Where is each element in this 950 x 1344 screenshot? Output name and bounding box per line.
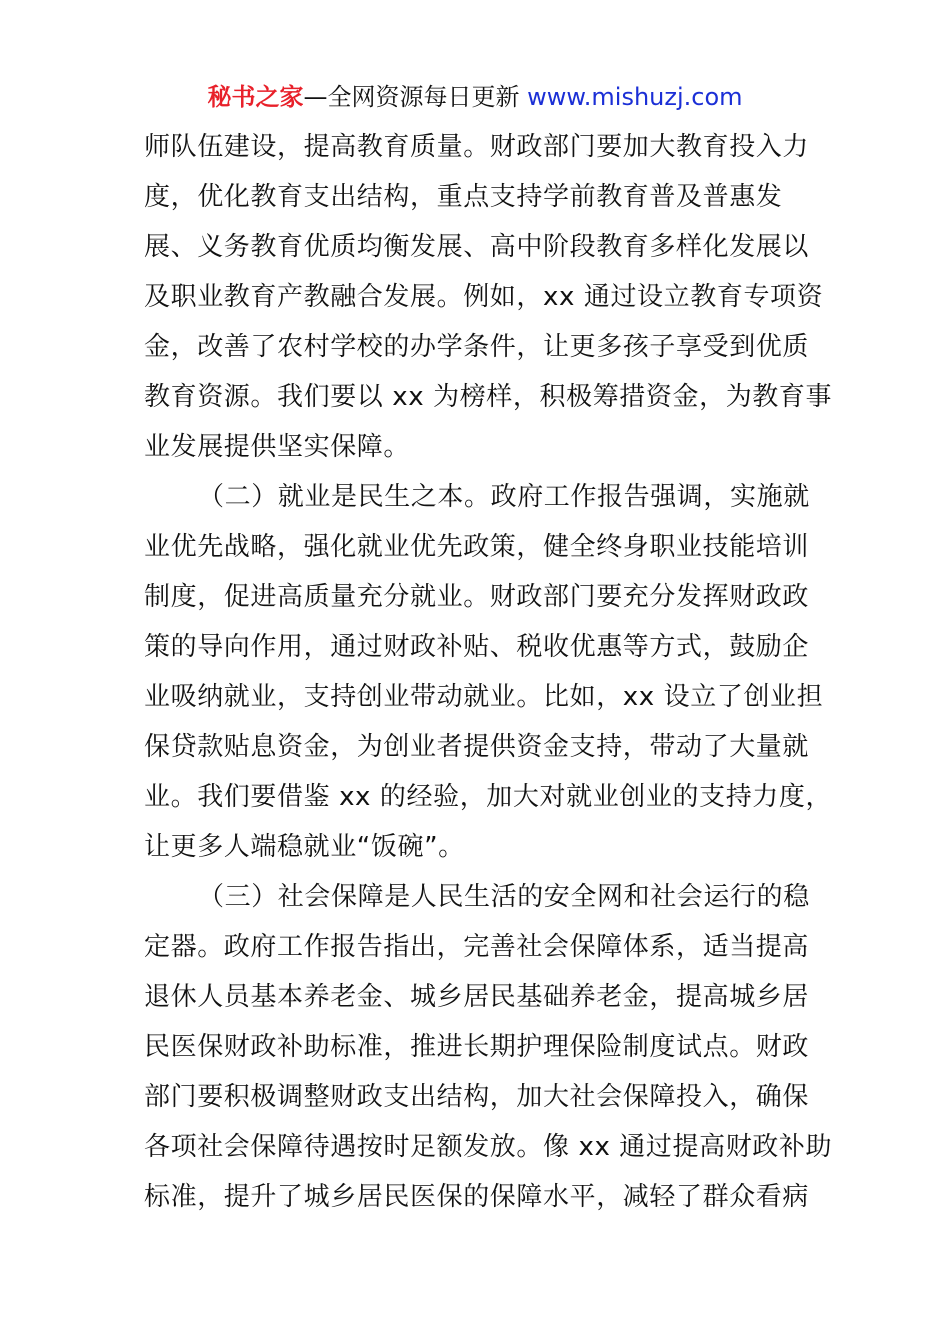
- text-line: 部门要积极调整财政支出结构，加大社会保障投入，确保: [144, 1082, 810, 1112]
- website-link[interactable]: www.mishuzj.com: [527, 83, 743, 111]
- paragraph: [144, 122, 833, 472]
- text-line: 业吸纳就业，支持创业带动就业。比如，xx 设立了创业担: [144, 682, 824, 712]
- document-body: [144, 122, 833, 1222]
- text-line: 定器。政府工作报告指出，完善社会保障体系，适当提高: [144, 932, 810, 962]
- text-line: 业发展提供坚实保障。: [144, 432, 411, 462]
- text-line: 策的导向作用，通过财政补贴、税收优惠等方式，鼓励企: [144, 632, 810, 662]
- text-line: （三）社会保障是人民生活的安全网和社会运行的稳: [198, 882, 810, 912]
- text-line: 师队伍建设，提高教育质量。财政部门要加大教育投入力: [144, 132, 810, 162]
- paragraph: [144, 472, 833, 872]
- text-line: 业。我们要借鉴 xx 的经验，加大对就业创业的支持力度，: [144, 782, 833, 812]
- text-line: 制度，促进高质量充分就业。财政部门要充分发挥财政政: [144, 582, 810, 612]
- text-line: 各项社会保障待遇按时足额发放。像 xx 通过提高财政补助: [144, 1132, 833, 1162]
- text-line: 让更多人端稳就业“饭碗”。: [144, 832, 465, 862]
- text-line: 金，改善了农村学校的办学条件，让更多孩子享受到优质: [144, 332, 810, 362]
- text-line: 教育资源。我们要以 xx 为榜样，积极筹措资金，为教育事: [144, 382, 833, 412]
- text-line: 度，优化教育支出结构，重点支持学前教育普及普惠发: [144, 182, 783, 212]
- brand-name: 秘书之家: [207, 83, 304, 111]
- paragraph: [144, 872, 833, 1222]
- text-line: 标准，提升了城乡居民医保的保障水平，减轻了群众看病: [144, 1182, 810, 1212]
- text-line: 民医保财政补助标准，推进长期护理保险制度试点。财政: [144, 1032, 810, 1062]
- page-header: [0, 80, 950, 114]
- text-line: 保贷款贴息资金，为创业者提供资金支持，带动了大量就: [144, 732, 810, 762]
- text-line: 展、义务教育优质均衡发展、高中阶段教育多样化发展以: [144, 232, 810, 262]
- text-line: 退休人员基本养老金、城乡居民基础养老金，提高城乡居: [144, 982, 810, 1012]
- text-line: 业优先战略，强化就业优先政策，健全终身职业技能培训: [144, 532, 810, 562]
- text-line: 及职业教育产教融合发展。例如，xx 通过设立教育专项资: [144, 282, 824, 312]
- text-line: （二）就业是民生之本。政府工作报告强调，实施就: [198, 482, 810, 512]
- header-tagline: —全网资源每日更新: [303, 83, 528, 111]
